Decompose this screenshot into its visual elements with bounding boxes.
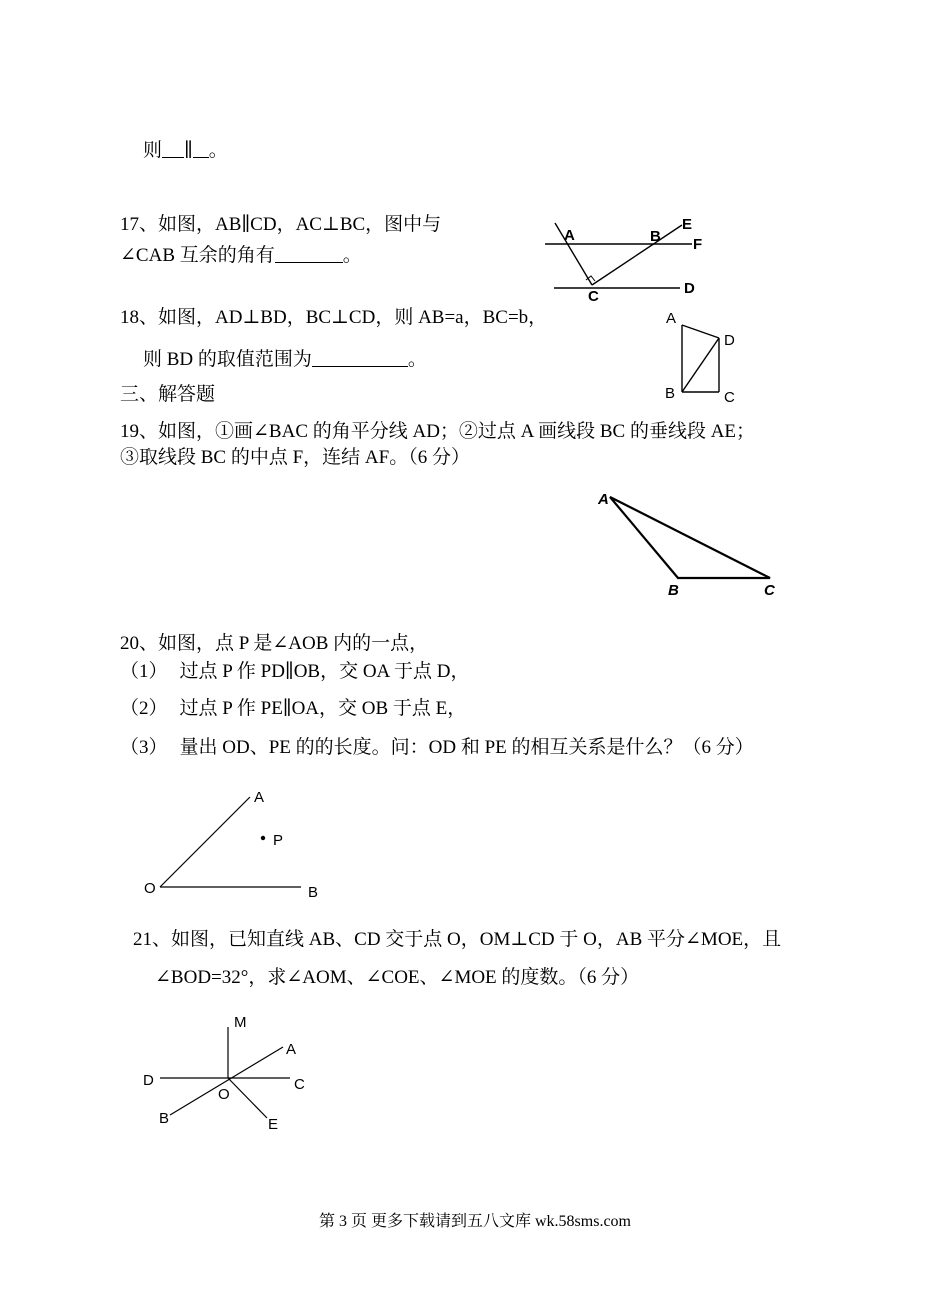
label-d: D	[684, 280, 695, 297]
label-b: B	[650, 228, 661, 245]
figure-21	[140, 1010, 320, 1140]
figure-17	[540, 215, 710, 310]
q21-line1: 21、如图，已知直线 AB、CD 交于点 O，OM⊥CD 于 O，AB 平分∠MOE，且	[133, 929, 782, 950]
label-b: B	[308, 884, 319, 901]
q19-line2: ③取线段 BC 的中点 F，连结 AF。（6 分）	[120, 447, 470, 468]
figure-18	[660, 305, 750, 405]
label-a: A	[666, 310, 677, 327]
line-ce	[592, 225, 682, 285]
label-c: C	[724, 389, 735, 406]
label-a: A	[286, 1041, 297, 1058]
label-c: C	[764, 582, 775, 599]
label-b: B	[159, 1110, 170, 1127]
triangle-abc	[610, 497, 770, 578]
line-ad	[682, 325, 719, 338]
label-m: M	[234, 1014, 247, 1031]
q18-line1: 18、如图，AD⊥BD，BC⊥CD，则 AB=a，BC=b，	[120, 307, 548, 328]
line-bd	[682, 338, 719, 392]
blank	[275, 242, 343, 263]
label-e: E	[268, 1116, 279, 1133]
label-b: B	[665, 385, 676, 402]
q20-item3: （3） 量出 OD、PE 的的长度。问：OD 和 PE 的相互关系是什么？（6 分）	[120, 737, 754, 758]
q19-line1: 19、如图，①画∠BAC 的角平分线 AD；②过点 A 画线段 BC 的垂线段 AE；	[120, 421, 756, 442]
q17-line2: ∠CAB 互余的角有 。	[120, 242, 362, 268]
page-footer: 第 3 页 更多下载请到五八文库 wk.58sms.com	[318, 1213, 631, 1230]
q18-line2: 则 BD 的取值范围为 。	[143, 346, 427, 372]
line-ab	[170, 1047, 283, 1115]
label-e: E	[682, 216, 693, 233]
blank	[312, 346, 408, 367]
q21-line2: ∠BOD=32°，求∠AOM、∠COE、∠MOE 的度数。（6 分）	[155, 967, 640, 988]
q17-line1: 17、如图，AB∥CD，AC⊥BC，图中与	[120, 214, 442, 235]
label-d: D	[724, 332, 735, 349]
point-p	[261, 836, 265, 840]
q20-item2: （2） 过点 P 作 PE∥OA，交 OB 于点 E，	[120, 698, 467, 719]
label-f: F	[693, 236, 703, 253]
label-a: A	[598, 491, 609, 508]
figure-19	[590, 480, 790, 605]
q16-continuation: 则 ∥ 。	[143, 137, 228, 163]
label-c: C	[294, 1076, 305, 1093]
label-o: O	[144, 880, 156, 897]
label-a: A	[564, 227, 575, 244]
blank	[162, 137, 184, 158]
label-b: B	[668, 582, 679, 599]
label-o: O	[218, 1086, 230, 1103]
label-p: P	[273, 832, 284, 849]
section-heading: 三、解答题	[120, 384, 216, 405]
figure-20	[140, 785, 340, 905]
ray-oa	[160, 797, 250, 887]
q20-item1: （1） 过点 P 作 PD∥OB，交 OA 于点 D，	[120, 661, 470, 682]
label-d: D	[143, 1072, 154, 1089]
q20-line1: 20、如图，点 P 是∠AOB 内的一点，	[120, 633, 429, 654]
ray-oe	[228, 1078, 267, 1118]
blank	[193, 137, 209, 158]
label-c: C	[588, 288, 599, 305]
label-a: A	[254, 789, 265, 806]
